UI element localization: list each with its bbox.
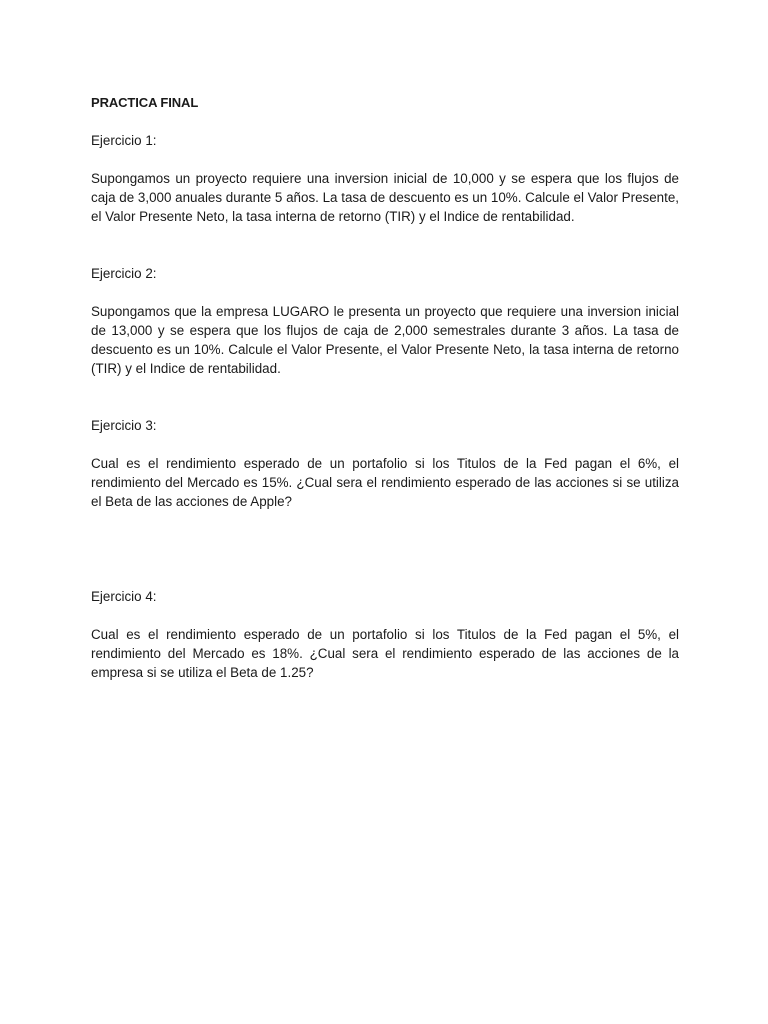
exercise-3-heading: Ejercicio 3: (91, 418, 157, 433)
exercise-4-heading: Ejercicio 4: (91, 589, 157, 604)
exercise-4-text: Cual es el rendimiento esperado de un portafolio si los Titulos de la Fed pagan el 5%, el rendimiento del Mercado es 18%. ¿Cual sera el rendimiento esperado de las acciones de la empresa si se utiliza el Beta de 1.25? (91, 627, 679, 680)
exercise-1-text: Supongamos un proyecto requiere una inversion inicial de 10,000 y se espera que los flujos de caja de 3,000 anuales durante 5 años. La tasa de descuento es un 10%. Calcule el Valor Presente, el Valor Presente Neto, la tasa interna de retorno (TIR) y el Indice de rentabilidad. (91, 171, 679, 224)
exercise-1-heading: Ejercicio 1: (91, 133, 157, 148)
document-title: PRACTICA FINAL (91, 95, 199, 110)
exercise-3-text: Cual es el rendimiento esperado de un portafolio si los Titulos de la Fed pagan el 6%, el rendimiento del Mercado es 15%. ¿Cual sera el rendimiento esperado de las acciones si se utiliza el Beta de las acciones de Apple? (91, 456, 679, 509)
exercise-2-text: Supongamos que la empresa LUGARO le presenta un proyecto que requiere una inversion inicial de 13,000 y se espera que los flujos de caja de 2,000 semestrales durante 3 años. La tasa de descuento es un 10%. Calcule el Valor Presente, el Valor Presente Neto, la tasa interna de retorno (TIR) y el Indice de rentabilidad. (91, 304, 679, 376)
exercise-2-heading: Ejercicio 2: (91, 266, 157, 281)
